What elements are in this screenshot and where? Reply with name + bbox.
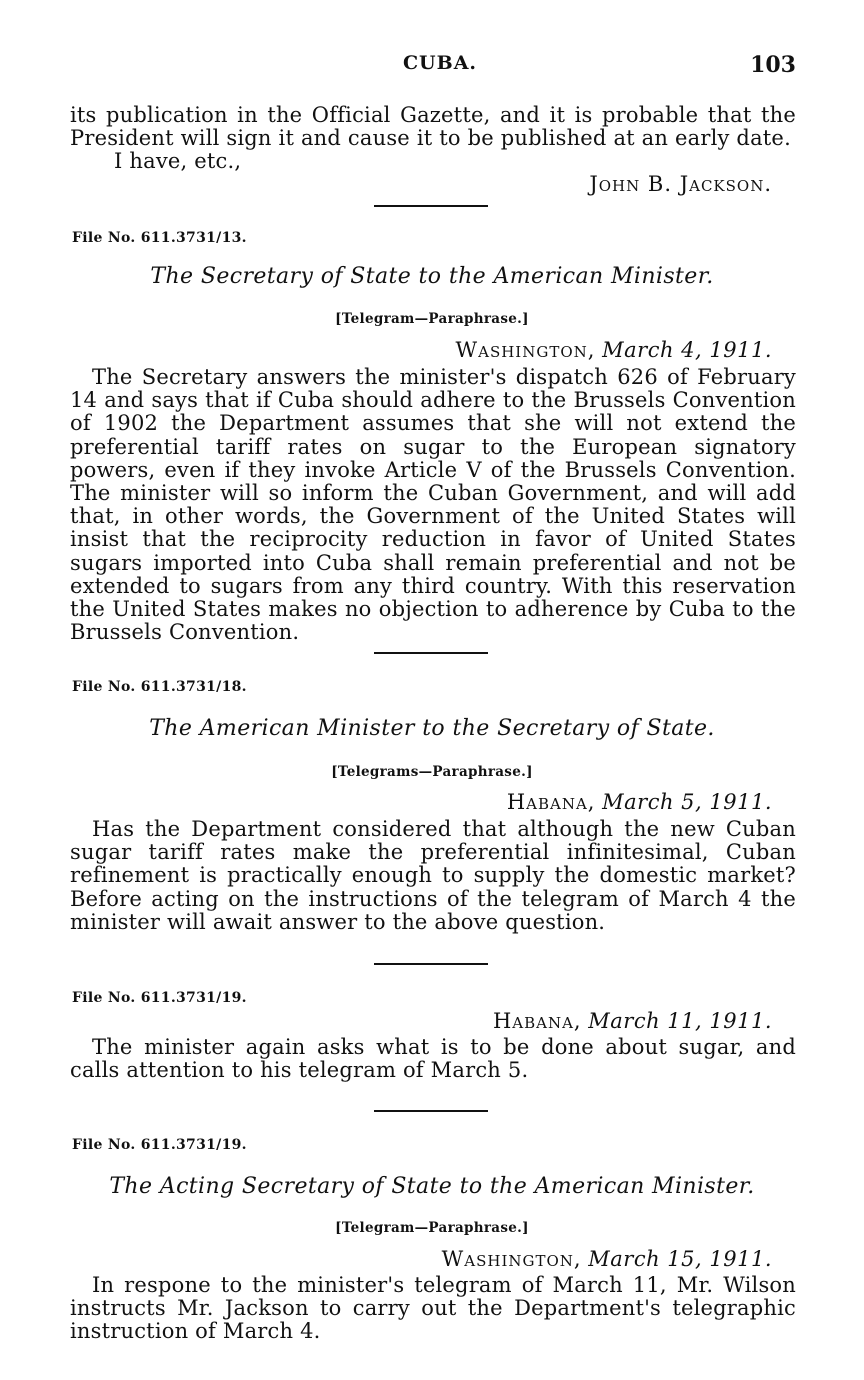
dateline-date: March 4, 1911.	[602, 338, 772, 362]
dateline	[456, 338, 772, 362]
document-heading: The American Minister to the Secretary of State.	[149, 716, 715, 741]
file-number: File No. 611.3731/18.	[72, 679, 247, 695]
dateline-date: March 11, 1911.	[588, 1009, 772, 1033]
body-paragraph: The Secretary answers the minister's dispatch 626 of February 14 and says that if Cuba should adhere to the Brussels Convention of 1902 the Department assumes that she will not extend the preferential tariff rates on sugar to the European signatory powers, even if they invoke Article V of the Brussels Convention. The minister will so inform the Cuban Government, and will add that, in other words, the Government of the United States will insist that the reciprocity reduction in favor of United States sugars imported into Cuba shall remain preferential and not be extended to sugars from any third country. With this reservation the United States makes no objection to adherence by Cuba to the Brussels Convention.	[70, 365, 796, 645]
dateline	[507, 790, 772, 814]
section-divider	[374, 963, 488, 965]
page-number: 103	[750, 52, 796, 78]
telegram-note: [Telegram—Paraphrase.]	[335, 311, 529, 327]
document-heading: The Acting Secretary of State to the American Minister.	[109, 1174, 755, 1199]
dateline-place: Habana,	[492, 1009, 582, 1033]
file-number: File No. 611.3731/19.	[72, 1137, 247, 1153]
telegram-note: [Telegrams—Paraphrase.]	[331, 764, 533, 780]
section-divider	[374, 652, 488, 654]
file-number: File No. 611.3731/19.	[72, 990, 247, 1006]
signature: John B. Jackson.	[589, 172, 772, 196]
file-number: File No. 611.3731/13.	[72, 230, 247, 246]
telegram-note: [Telegram—Paraphrase.]	[335, 1220, 529, 1236]
dateline-place: Habana,	[506, 790, 596, 814]
dateline	[493, 1009, 772, 1033]
section-divider	[374, 205, 488, 207]
dateline	[442, 1247, 772, 1271]
dateline-place: Washington,	[441, 1247, 582, 1271]
running-title: CUBA.	[402, 52, 478, 74]
dateline-date: March 5, 1911.	[602, 790, 772, 814]
body-paragraph: The minister again asks what is to be done about sugar, and calls attention to his telegram of March 5.	[70, 1035, 796, 1083]
section-divider	[374, 1110, 488, 1112]
continuation-paragraph: its publication in the Official Gazette, and it is probable that the President will sign it and cause it to be published at an early date.	[70, 103, 796, 151]
body-paragraph: Has the Department considered that although the new Cuban sugar tariff rates make the preferential infinitesimal, Cuban refinement is practically enough to supply the domestic market? Before acting on the instructions of the telegram of March 4 the minister will await answer to the above question.	[70, 817, 796, 934]
dateline-place: Washington,	[455, 338, 596, 362]
body-paragraph: In respone to the minister's telegram of March 11, Mr. Wilson instructs Mr. Jackson to carry out the Department's telegraphic instruction of March 4.	[70, 1273, 796, 1344]
dateline-date: March 15, 1911.	[588, 1247, 772, 1271]
document-heading: The Secretary of State to the American Minister.	[150, 264, 714, 289]
closing-line: I have, etc.,	[114, 149, 242, 173]
